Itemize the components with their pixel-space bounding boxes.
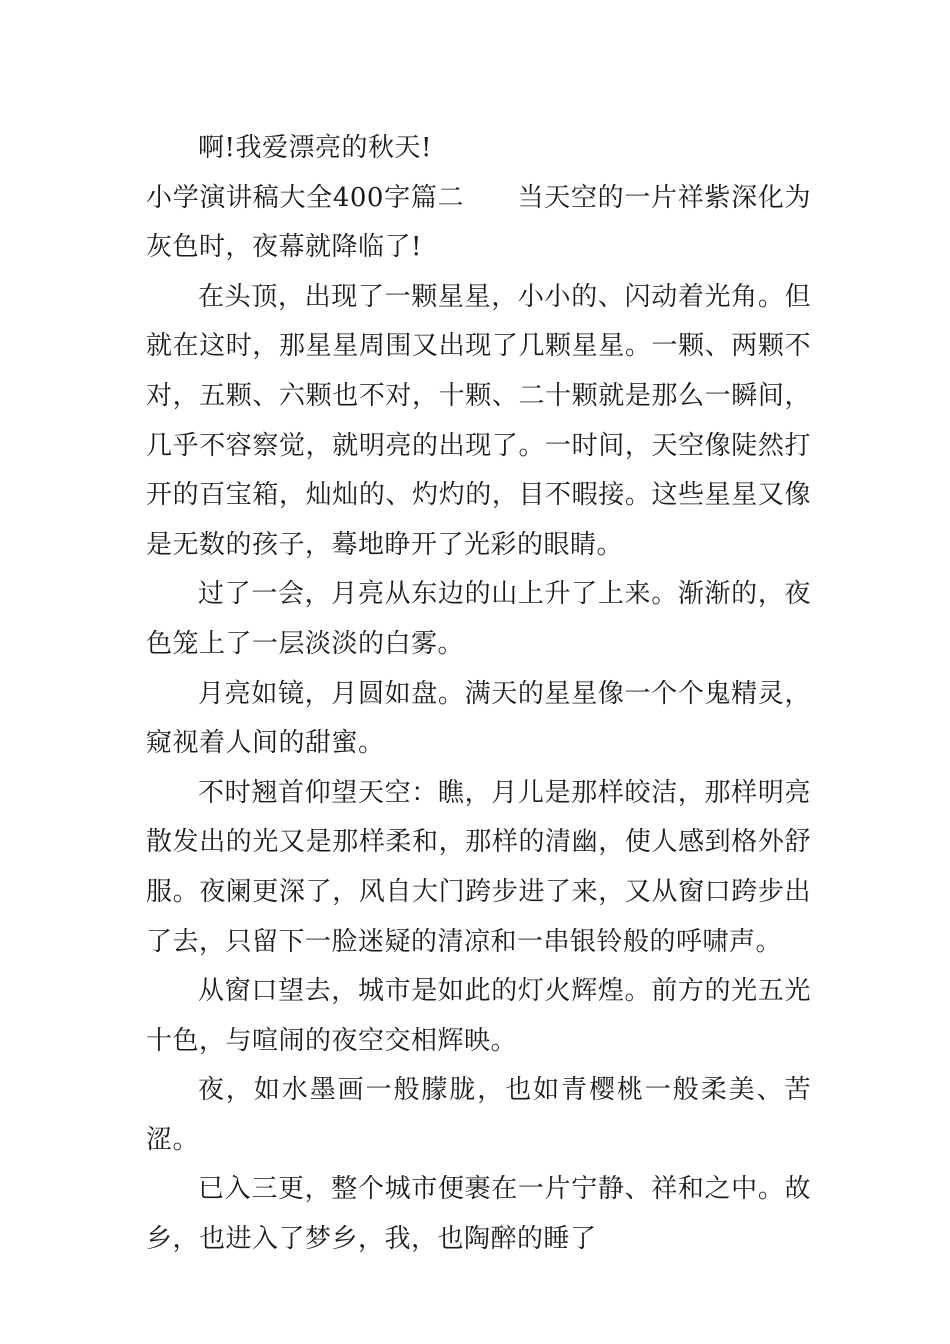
paragraph: 从窗口望去，城市是如此的灯火辉煌。前方的光五光十色，与喧闹的夜空交相辉映。 — [146, 976, 811, 1056]
paragraph: 啊!我爱漂亮的秋天! — [198, 133, 432, 163]
paragraph: 夜，如水墨画一般朦胧，也如青樱桃一般柔美、苦涩。 — [146, 1075, 811, 1155]
paragraph: 月亮如镜，月圆如盘。满天的星星像一个个鬼精灵，窥视着人间的甜蜜。 — [146, 678, 811, 759]
paragraph: 过了一会，月亮从东边的山上升了上来。渐渐的，夜色笼上了一层淡淡的白雾。 — [146, 579, 811, 659]
document-body — [146, 124, 811, 1265]
paragraph-heading-inline: 小学演讲稿大全400字篇二 当天空的一片祥紫深化为灰色时，夜幕就降临了! — [146, 182, 811, 263]
paragraph: 不时翘首仰望天空：瞧，月儿是那样皎洁，那样明亮散发出的光又是那样柔和，那样的清幽，使人感到格外舒服。夜阑更深了，风自大门跨步进了来，又从窗口跨步出了去，只留下一脸迷疑的清凉和一串银铃般的呼啸声。 — [146, 777, 811, 957]
paragraph: 在头顶，出现了一颗星星，小小的、闪动着光角。但就在这时，那星星周围又出现了几颗星星。一颗、两颗不对，五颗、六颗也不对，十颗、二十颗就是那么一瞬间，几乎不容察觉，就明亮的出现了。一时间，天空像陡然打开的百宝箱，灿灿的、灼灼的，目不暇接。这些星星又像是无数的孩子，蓦地睁开了光彩的眼睛。 — [146, 281, 811, 560]
paragraph: 已入三更，整个城市便裹在一片宁静、祥和之中。故乡，也进入了梦乡，我，也陶醉的睡了 — [146, 1174, 811, 1255]
